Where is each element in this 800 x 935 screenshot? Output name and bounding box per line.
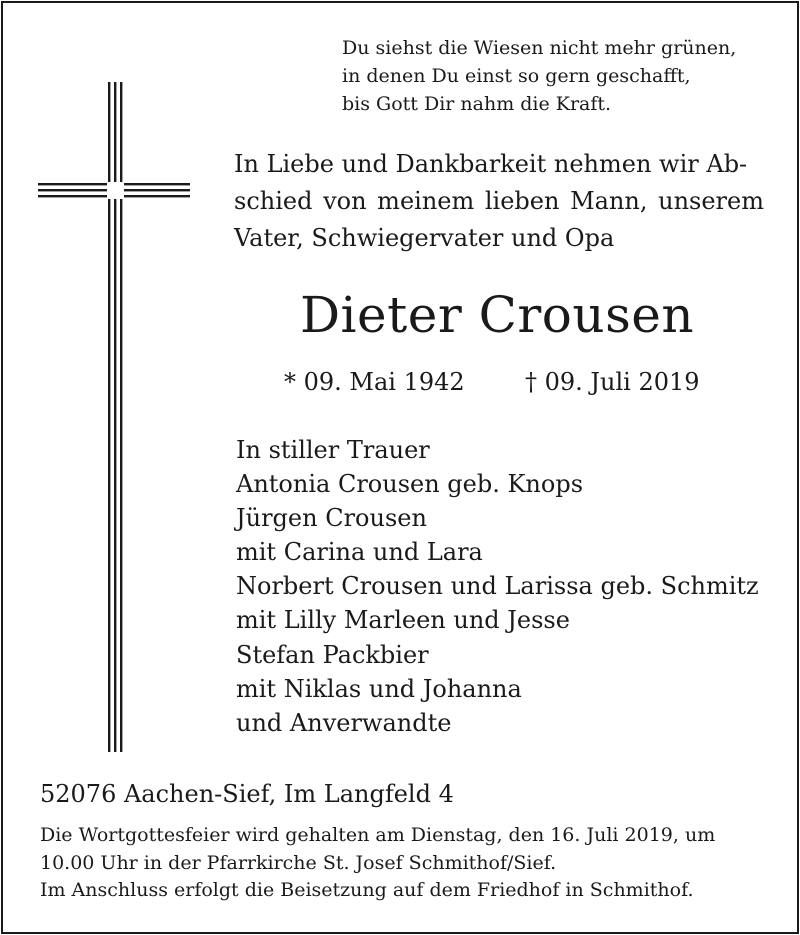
mourners-list [236, 433, 759, 740]
intro-text [234, 146, 764, 257]
triple-line-cross-icon [38, 82, 190, 756]
intro-line: schied von meinem lieben Mann, unserem [234, 187, 764, 215]
birth-date: * 09. Mai 1942 [284, 368, 465, 396]
service-notes [40, 822, 715, 905]
poem-line: bis Gott Dir nahm die Kraft. [342, 93, 612, 115]
mourner-line: und Anverwandte [236, 708, 452, 737]
note-line: Im Anschluss erfolgt die Beisetzung auf dem Friedhof in Schmithof. [40, 879, 694, 901]
mourner-line: mit Carina und Lara [236, 538, 483, 567]
deceased-name: Dieter Crousen [299, 286, 695, 344]
mourner-line: Norbert Crousen und Larissa geb. Schmitz [236, 572, 759, 601]
mourner-line: Antonia Crousen geb. Knops [236, 470, 584, 499]
address: 52076 Aachen-Sief, Im Langfeld 4 [40, 780, 454, 808]
poem-verse [342, 34, 736, 118]
note-line: Die Wortgottesfeier wird gehalten am Dienstag, den 16. Juli 2019, um [40, 824, 716, 846]
note-line: 10.00 Uhr in der Pfarrkirche St. Josef Schmithof/Sief. [40, 851, 557, 874]
mourner-line: Jürgen Crousen [236, 504, 427, 533]
intro-line: In Liebe und Dankbarkeit nehmen wir Ab- [234, 150, 748, 178]
poem-line: in denen Du einst so gern geschafft, [342, 65, 691, 87]
mourner-line: In stiller Trauer [236, 436, 430, 464]
mourner-line: mit Niklas und Johanna [236, 674, 522, 703]
mourner-line: mit Lilly Marleen und Jesse [236, 606, 570, 635]
intro-line: Vater, Schwiegervater und Opa [234, 224, 615, 252]
poem-line: Du siehst die Wiesen nicht mehr grünen, [342, 37, 737, 59]
death-date: † 09. Juli 2019 [525, 368, 700, 396]
mourner-line: Stefan Packbier [236, 640, 429, 669]
